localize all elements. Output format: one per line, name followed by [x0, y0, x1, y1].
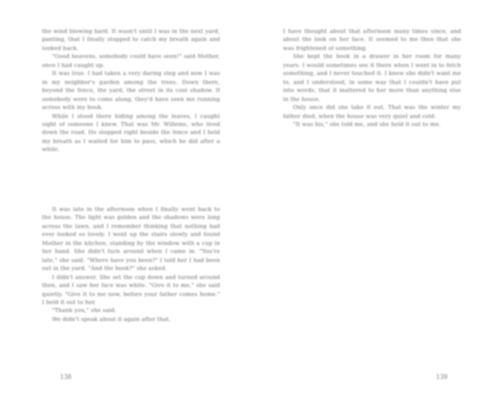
paragraph: Only once did she take it out. That was the winter my father died, when the house was very quiet and cold.	[283, 105, 461, 120]
left-page-text-top	[42, 28, 220, 155]
paragraph: "Thank you," she said.	[52, 308, 117, 315]
page-number-left: 138	[60, 374, 72, 381]
right-page-text	[283, 28, 461, 129]
paragraph: She kept the book in a drawer in her room for many years. I would sometimes see it there when I went in to fetch something, and I never touched it. I knew she didn't want me to, and I understood, in some way that I couldn't have put into words, that it mattered to her more than anything else in the house.	[283, 54, 461, 103]
paragraph: While I stood there hiding among the leaves, I caught sight of someone I knew. That was Mr. Willems, who lived down the road. He stopped right beside the fence and I held my breath as I waited for him to pass, which he did after a while.	[42, 113, 220, 154]
right-page	[250, 0, 500, 400]
left-page-text-bottom	[42, 206, 220, 324]
paragraph: We didn't speak about it again after that.	[52, 316, 171, 323]
paragraph: I didn't answer. She set the cup down and turned around then, and I saw her face was white. "Give it to me," she said quietly. "Give it to me now, before your father comes home." I held it out to her.	[42, 274, 220, 306]
paragraph: I have thought about that afternoon many times since, and about the look on her face. It seemed to me then that she was frightened of something.	[283, 29, 461, 52]
paragraph: "It was his," she told me, and she held it out to me.	[293, 121, 441, 128]
paragraph: the wind blowing hard. It wasn't until I was in the next yard, panting, that I finally stopped to catch my breath again and looked back.	[42, 29, 220, 52]
paragraph: It was late in the afternoon when I finally went back to the house. The light was golden and the shadows were long across the lawn, and I remember thinking that nothing had ever looked so lovely. I went up the stairs slowly and found Mother in the kitchen, standing by the window with a cup in her hand. She didn't turn around when I came in. "You're late," she said. "Where have you been?" I told her I had been out in the yard. "And the book?" she asked.	[42, 207, 220, 273]
paragraph: It was true. I had taken a very daring step and now I was in my neighbor's garden among the trees. Down there, beyond the fence, the yard, the street in its cool shadow. If somebody were to come along, they'd have seen me running across with my book.	[42, 71, 220, 112]
page-number-right: 139	[436, 374, 448, 381]
paragraph: "Good heavens, somebody could have seen!" said Mother, once I had caught up.	[42, 54, 220, 69]
